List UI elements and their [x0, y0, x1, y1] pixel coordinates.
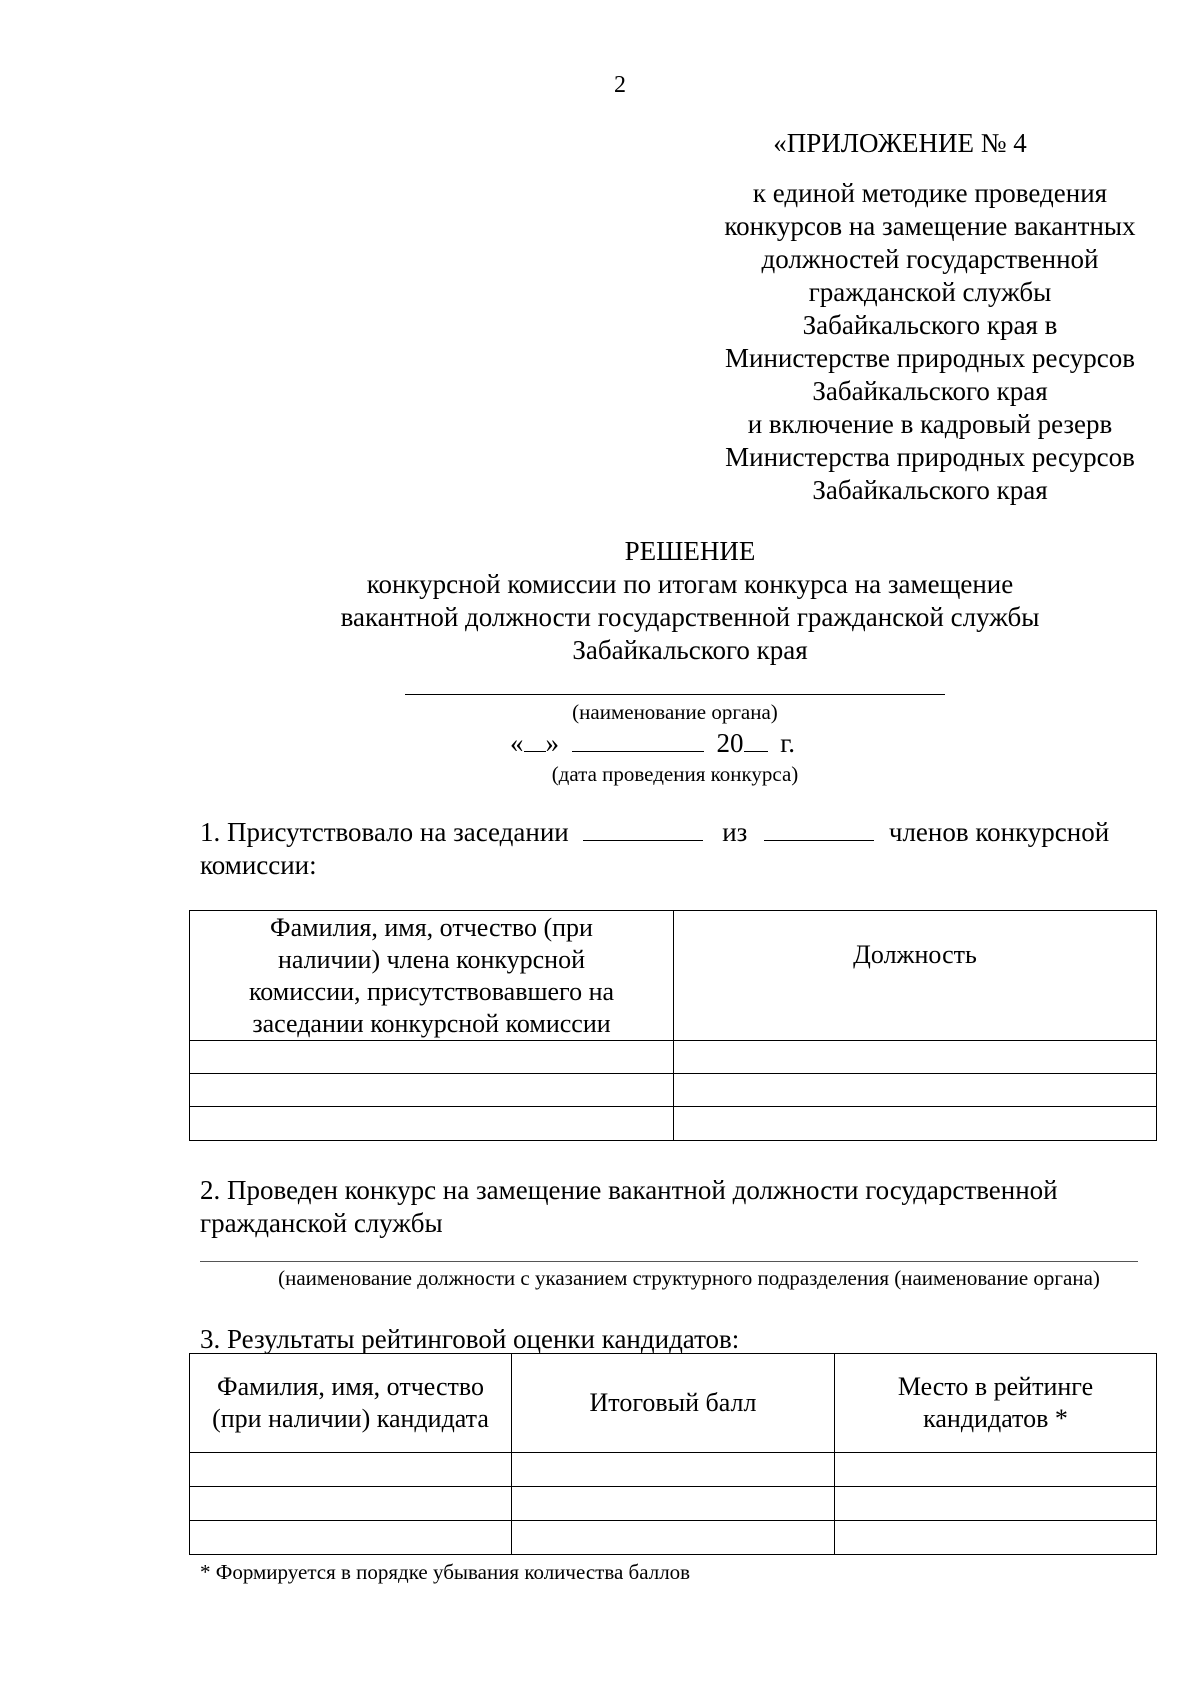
decision-title: РЕШЕНИЕ [624, 536, 756, 566]
section3-title: 3. Результаты рейтинговой оценки кандидатов: [200, 1324, 740, 1354]
section1-text-start: 1. Присутствовало на заседании [200, 817, 569, 847]
table-cell[interactable] [190, 1521, 512, 1555]
table-cell[interactable] [835, 1487, 1157, 1521]
decision-line: конкурсной комиссии по итогам конкурса на замещение [366, 569, 1014, 599]
table-cell[interactable] [674, 1074, 1157, 1107]
table-row [190, 1487, 1157, 1521]
page-number: 2 [614, 72, 626, 98]
appendix-title: «ПРИЛОЖЕНИЕ № 4 [773, 128, 1027, 158]
table-cell[interactable] [190, 1453, 512, 1487]
table-header-cell: Должность [674, 911, 1157, 1041]
table-cell[interactable] [512, 1487, 835, 1521]
appendix-line: Министерстве природных ресурсов [725, 343, 1135, 373]
table-header-cell: Фамилия, имя, отчество (при наличии) кандидата [190, 1354, 512, 1453]
table-cell[interactable] [674, 1107, 1157, 1141]
position-name-blank[interactable] [200, 1261, 1138, 1262]
table-header-cell: Фамилия, имя, отчество (при наличии) члена конкурсной комиссии, присутствовавшего на заседании конкурсной комиссии [190, 911, 674, 1041]
organ-name-blank[interactable] [405, 694, 945, 695]
present-count-blank[interactable] [583, 816, 703, 841]
table-row [190, 1041, 1157, 1074]
table-cell[interactable] [190, 1074, 674, 1107]
date-year-blank[interactable] [744, 727, 768, 752]
table-cell[interactable] [190, 1487, 512, 1521]
section1-text-mid: из [722, 817, 748, 847]
members-table [189, 910, 1157, 1141]
table-header-row [190, 911, 1157, 1041]
table-cell[interactable] [512, 1521, 835, 1555]
table-header-cell: Место в рейтинге кандидатов * [835, 1354, 1157, 1453]
date-close-quote: » [545, 728, 559, 758]
date-year-prefix: 20 [716, 728, 744, 758]
table-cell[interactable] [835, 1453, 1157, 1487]
organ-name-caption: (наименование органа) [572, 700, 778, 724]
section1-text-line2: комиссии: [200, 850, 317, 880]
table-row [190, 1521, 1157, 1555]
decision-line: Забайкальского края [572, 635, 808, 665]
total-count-blank[interactable] [764, 816, 874, 841]
date-day-blank[interactable] [524, 727, 546, 752]
section2-line2: гражданской службы [200, 1208, 443, 1238]
table-row [190, 1453, 1157, 1487]
table-header-row [190, 1354, 1157, 1453]
appendix-line: и включение в кадровый резерв [747, 409, 1113, 439]
appendix-line: конкурсов на замещение вакантных [724, 211, 1136, 241]
section1-text-end: членов конкурсной [888, 817, 1110, 847]
appendix-subtitle [690, 177, 1170, 507]
table-cell[interactable] [512, 1453, 835, 1487]
date-suffix: г. [780, 728, 796, 758]
decision-heading [190, 535, 1190, 667]
table-row [190, 1107, 1157, 1141]
appendix-line: к единой методике проведения [752, 178, 1108, 208]
decision-line: вакантной должности государственной гражданской службы [340, 602, 1040, 632]
section1-text [200, 816, 1109, 849]
table-cell[interactable] [190, 1107, 674, 1141]
table-row [190, 1074, 1157, 1107]
date-line [510, 727, 795, 759]
appendix-line: Забайкальского края в [802, 310, 1058, 340]
position-name-caption: (наименование должности с указанием структурного подразделения (наименование органа) [278, 1266, 1100, 1290]
footnote: * Формируется в порядке убывания количества баллов [200, 1560, 691, 1584]
appendix-line: гражданской службы [808, 277, 1052, 307]
appendix-line: Забайкальского края [812, 376, 1048, 406]
date-month-blank[interactable] [572, 727, 704, 752]
appendix-line: Забайкальского края [812, 475, 1048, 505]
appendix-line: Министерства природных ресурсов [725, 442, 1135, 472]
table-cell[interactable] [835, 1521, 1157, 1555]
date-open-quote: « [510, 728, 524, 758]
table-header-cell: Итоговый балл [512, 1354, 835, 1453]
table-cell[interactable] [190, 1041, 674, 1074]
section2-line1: 2. Проведен конкурс на замещение вакантной должности государственной [200, 1175, 1058, 1205]
appendix-line: должностей государственной [761, 244, 1099, 274]
date-caption: (дата проведения конкурса) [551, 762, 799, 786]
rating-table [189, 1353, 1157, 1555]
table-cell[interactable] [674, 1041, 1157, 1074]
